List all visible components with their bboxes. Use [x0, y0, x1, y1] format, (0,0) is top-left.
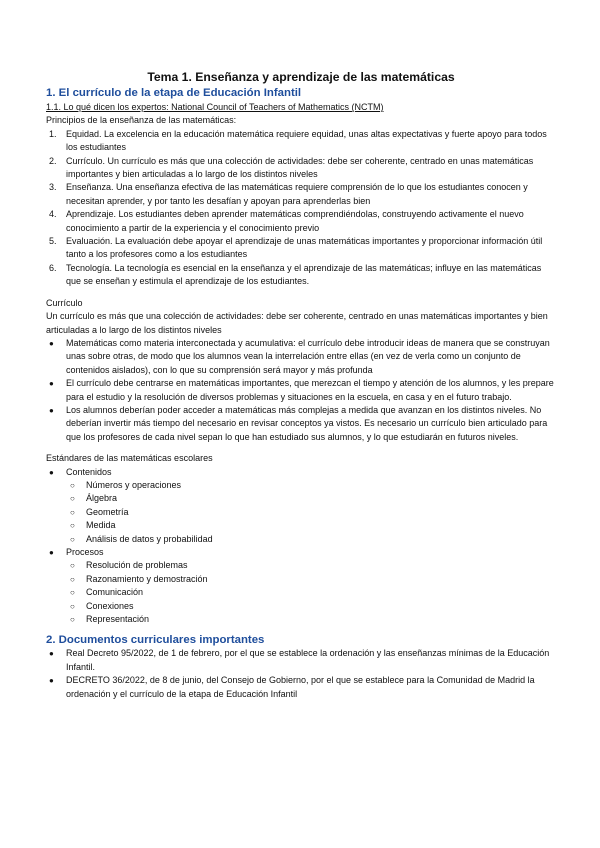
document-title: Tema 1. Enseñanza y aprendizaje de las matemáticas — [147, 70, 455, 84]
principle-text: Tecnología. La tecnología es esencial en la enseñanza y el aprendizaje de las matemáticas; influye en las matemáticas que se enseñan y estimula el aprendizaje de los estudiantes. — [66, 262, 542, 287]
sub-bullet-icon: ○ — [70, 480, 75, 490]
procesos-sublist — [46, 559, 556, 626]
procesos-subitem — [46, 600, 556, 613]
procesos-subitem-text: Conexiones — [86, 600, 134, 611]
bullet-icon: ● — [49, 649, 54, 659]
principle-item — [46, 262, 556, 289]
contenidos-subitem — [46, 519, 556, 532]
sub-bullet-icon: ○ — [70, 521, 75, 531]
principles-list — [46, 128, 556, 289]
standards-heading: Estándares de las matemáticas escolares — [46, 453, 213, 464]
bullet-icon: ● — [49, 405, 54, 415]
principle-text: Evaluación. La evaluación debe apoyar el aprendizaje de unas matemáticas importantes y proporcionar información útil tanto a los profesores como a los estudiantes — [66, 236, 543, 260]
principle-number: 2. — [49, 155, 57, 166]
procesos-item — [46, 546, 556, 559]
sub-bullet-icon: ○ — [70, 615, 75, 625]
procesos-subitem — [46, 559, 556, 572]
sub-bullet-icon: ○ — [70, 494, 75, 504]
procesos-subitem-text: Resolución de problemas — [86, 560, 188, 571]
sub-bullet-icon: ○ — [70, 574, 75, 584]
curriculo-text: Un currículo es más que una colección de actividades: debe ser coherente, centrado en unas matemáticas importantes y bien articuladas a lo largo de los distintos niveles — [46, 311, 548, 335]
principle-number: 6. — [49, 262, 57, 273]
procesos-subitem — [46, 613, 556, 626]
procesos-subitem-text: Comunicación — [86, 587, 144, 598]
curriculo-bullet-item — [46, 377, 556, 404]
contenidos-subitem-text: Medida — [86, 520, 116, 531]
curriculo-bullet-text: Matemáticas como materia interconectada y acumulativa: el currículo debe introducir ideas de manera que se construyan unas sobre otras, de modo que los alumnos vean la interrelación entre ellas (en vez de verla como un conjunto de contenidos aislados), con lo que su comprensión será mayor y más profunda — [66, 337, 550, 375]
principle-item — [46, 128, 556, 155]
bullet-icon: ● — [49, 467, 54, 477]
principle-number: 5. — [49, 236, 57, 247]
principle-text: Enseñanza. Una enseñanza efectiva de las matemáticas requiere comprensión de lo que los estudiantes conocen y necesitan aprender, y por tanto les desafían y apoyan para aprenderlas bien — [66, 182, 528, 206]
principle-item — [46, 155, 556, 182]
contenidos-item — [46, 466, 556, 479]
contenidos-subitem-text: Análisis de datos y probabilidad — [86, 533, 213, 544]
procesos-subitem — [46, 586, 556, 599]
principle-number: 4. — [49, 209, 57, 220]
principle-item — [46, 181, 556, 208]
procesos-list — [46, 546, 556, 559]
curriculo-bullet-list — [46, 337, 556, 444]
principle-text: Aprendizaje. Los estudiantes deben aprender matemáticas comprendiéndolas, construyendo activamente el nuevo conocimiento a partir de la experiencia y el conocimiento previo — [66, 209, 524, 233]
section-1-heading: 1. El currículo de la etapa de Educación Infantil — [46, 87, 302, 99]
document-item-text: Real Decreto 95/2022, de 1 de febrero, por el que se establece la ordenación y las enseñanzas mínimas de la Educación Infantil. — [66, 648, 550, 672]
bullet-icon: ● — [49, 676, 54, 686]
standards-list — [46, 466, 556, 479]
document-item — [46, 674, 556, 701]
principle-text: Equidad. La excelencia en la educación matemática requiere equidad, unas altas expectativas y fuerte apoyo para todos los estudiantes — [66, 128, 547, 153]
curriculo-bullet-text: El currículo debe centrarse en matemáticas importantes, que merezcan el tiempo y atención de los alumnos, y les prepare para el estudio y la resolución de diversos problemas y situaciones en la escuela, en casa y en el futuro trabajo. — [66, 378, 554, 402]
principles-intro: Principios de la enseñanza de las matemáticas: — [46, 115, 237, 126]
document-item — [46, 647, 556, 674]
procesos-subitem-text: Representación — [86, 614, 150, 625]
curriculo-bullet-item — [46, 404, 556, 444]
contenidos-subitem-text: Álgebra — [86, 493, 118, 504]
procesos-subitem — [46, 573, 556, 586]
principle-number: 1. — [49, 128, 57, 139]
document-item-text: DECRETO 36/2022, de 8 de junio, del Consejo de Gobierno, por el que se establece para la Comunidad de Madrid la ordenación y el currículo de la etapa de Educación Infantil — [66, 675, 535, 699]
procesos-subitem-text: Razonamiento y demostración — [86, 573, 208, 584]
sub-bullet-icon: ○ — [70, 601, 75, 611]
procesos-label: Procesos — [66, 547, 104, 557]
bullet-icon: ● — [49, 338, 54, 348]
contenidos-subitem-text: Geometría — [86, 506, 129, 517]
principle-item — [46, 208, 556, 235]
curriculo-bullet-text: Los alumnos deberían poder acceder a matemáticas más complejas a medida que avanzan en los distintos niveles. No deberían invertir más tiempo del necesario en revisar conceptos ya vistos. Es necesario un currículo bien articulado para que los profesores de cada nivel sepan lo que han estudiado sus alumnos, y lo que estudiarán en futuros niveles. — [66, 404, 548, 442]
bullet-icon: ● — [49, 379, 54, 389]
contenidos-subitem — [46, 492, 556, 505]
contenidos-subitem — [46, 506, 556, 519]
section-2-heading: 2. Documentos curriculares importantes — [46, 634, 265, 647]
curriculo-heading: Currículo — [46, 297, 83, 308]
section-1-1-subheading: 1.1. Lo qué dicen los expertos: National Council of Teachers of Mathematics (NCTM) — [46, 102, 384, 112]
documents-list — [46, 647, 556, 701]
principle-number: 3. — [49, 182, 57, 193]
sub-bullet-icon: ○ — [70, 507, 75, 517]
contenidos-subitem — [46, 479, 556, 492]
contenidos-subitem — [46, 533, 556, 546]
curriculo-bullet-item — [46, 337, 556, 377]
sub-bullet-icon: ○ — [70, 534, 75, 544]
sub-bullet-icon: ○ — [70, 588, 75, 598]
contenidos-sublist — [46, 479, 556, 546]
spacer — [46, 444, 556, 452]
principle-item — [46, 235, 556, 262]
contenidos-label: Contenidos — [66, 466, 112, 477]
bullet-icon: ● — [49, 548, 54, 557]
sub-bullet-icon: ○ — [70, 561, 75, 571]
document-page — [46, 70, 556, 701]
spacer — [46, 289, 556, 297]
principle-text: Currículo. Un currículo es más que una colección de actividades: debe ser coherente, centrado en unas matemáticas importantes y bien articuladas a lo largo de los distintos niveles — [66, 155, 534, 180]
contenidos-subitem-text: Números y operaciones — [86, 479, 182, 490]
